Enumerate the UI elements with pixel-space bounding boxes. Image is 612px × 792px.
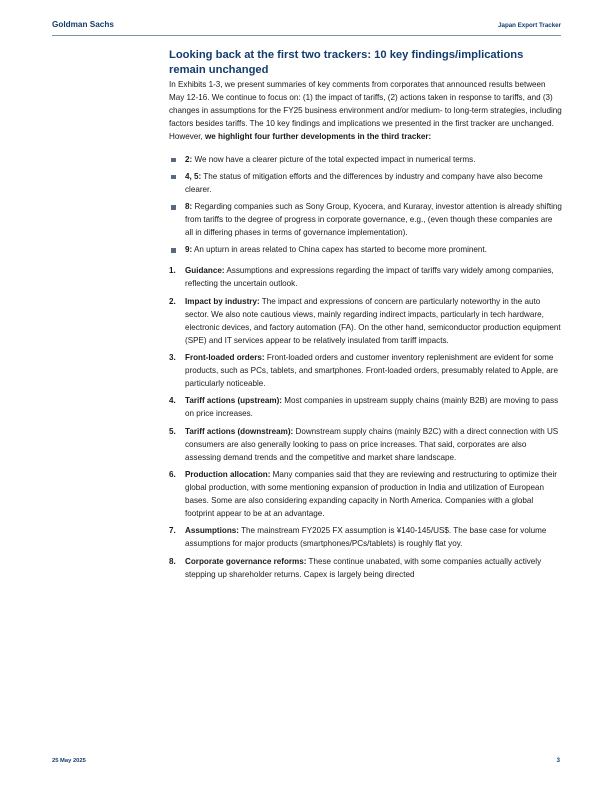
finding-number: 4. [169,396,176,406]
bullet-text: We now have a clearer picture of the total expected impact in numerical terms. [192,154,476,164]
bullet-text: Regarding companies such as Sony Group, Kyocera, and Kuraray, investor attention is already shifting from tariffs to the degree of progress in corporate governance, e.g., (even though these companies are all in differing phases in terms of governance implementation). [185,202,562,238]
bullet-item [169,201,562,240]
finding-text: Most companies in upstream supply chains (mainly B2B) are moving to pass on price increases. [185,396,559,419]
finding-number: 1. [169,266,176,276]
finding-number: 2. [169,296,176,306]
finding-title: Front-loaded orders: [185,353,265,362]
bullet-item [169,171,562,197]
finding-text: Front-loaded orders and customer inventory replenishment are evident for some products, such as PCs, tablets, and smartphones. Front-loaded orders, presumably related to Apple, are particularly noticeable. [185,353,558,388]
bullet-key: 9: [185,245,193,255]
bullet-text: The status of mitigation efforts and the differences by industry and company have also become clearer. [185,171,543,194]
bullet-key: 4, 5: [185,171,202,181]
bullet-item [169,244,562,257]
finding-item [169,426,562,465]
developments-list [169,154,562,258]
finding-text: Downstream supply chains (mainly B2C) with a direct connection with US consumers are also generally looking to pass on price increases. That said, corporates are also assessing demand trends and the competitive and market share landscape. [185,426,559,462]
square-bullet-icon [171,248,176,253]
square-bullet-icon [171,158,176,163]
finding-title: Assumptions: [185,526,239,536]
finding-title: Impact by industry: [185,296,260,306]
square-bullet-icon [171,175,176,180]
finding-item [169,296,562,348]
square-bullet-icon [171,205,176,210]
finding-number: 3. [169,353,176,362]
finding-text: Many companies said that they are reviewing and restructuring to optimize their global production, with some mentioning expansion of production in India and utilization of European bases. Some are also considering expanding capacity in North America. Companies with a global footprint appear to be at an advantage. [185,470,558,518]
finding-item [169,469,562,521]
key-findings-list [169,265,562,581]
finding-item [169,395,562,421]
main-content [169,48,562,586]
bullet-key: 8: [185,202,193,212]
finding-number: 6. [169,470,176,480]
finding-title: Tariff actions (downstream): [185,426,294,436]
section-heading: Looking back at the first two trackers: 10 key findings/implications remain unchanged [169,49,524,76]
finding-text: Assumptions and expressions regarding the impact of tariffs vary widely among companies, reflecting the uncertain outlook. [185,266,554,289]
finding-text: The mainstream FY2025 FX assumption is ¥140-145/US$. The base case for volume assumptions for major products (smartphones/PCs/tablets) is roughly flat yoy. [185,526,547,549]
finding-title: Production allocation: [185,470,271,480]
finding-item [169,265,562,291]
finding-number: 5. [169,426,176,436]
finding-number: 7. [169,526,176,536]
finding-title: Corporate governance reforms: [185,556,307,566]
header-report-title: Japan Export Tracker [498,22,561,29]
bullet-item [169,154,562,167]
finding-number: 8. [169,556,176,566]
bullet-key: 2: [185,154,193,164]
page-number: 3 [556,758,560,764]
finding-title: Guidance: [185,266,225,276]
finding-item [169,525,562,551]
intro-bold-text: we highlight four further developments in the third tracker: [205,131,432,141]
finding-item [169,352,562,391]
footer-date: 25 May 2025 [52,758,86,764]
intro-paragraph [169,79,562,144]
finding-title: Tariff actions (upstream): [185,396,282,406]
intro-text: In Exhibits 1-3, we present summaries of key comments from corporates that announced results between May 12-16. We continue to focus on: (1) the impact of tariffs, (2) actions taken in response to tariffs, and (3) changes in assumptions for the FY25 business environment and/or medium- to long-term strategies, including factors besides tariffs. The 10 key findings and implications we presented in the first tracker are unchanged. However, [169,80,562,141]
header-brand: Goldman Sachs [52,20,114,29]
finding-item [169,556,562,582]
header-divider [52,35,561,36]
finding-text: These continue unabated, with some companies actually actively stepping up shareholder returns. Capex is largely being directed [185,556,542,579]
finding-text: The impact and expressions of concern are particularly noteworthy in the auto sector. We also note cautious views, mainly regarding indirect impacts, particularly in tech hardware, electronic devices, and factory automation (FA). On the other hand, semiconductor production equipment (SPE) and IT services appear to be relatively insulated from tariff impacts. [185,296,561,345]
bullet-text: An upturn in areas related to China capex has started to become more prominent. [192,245,487,255]
